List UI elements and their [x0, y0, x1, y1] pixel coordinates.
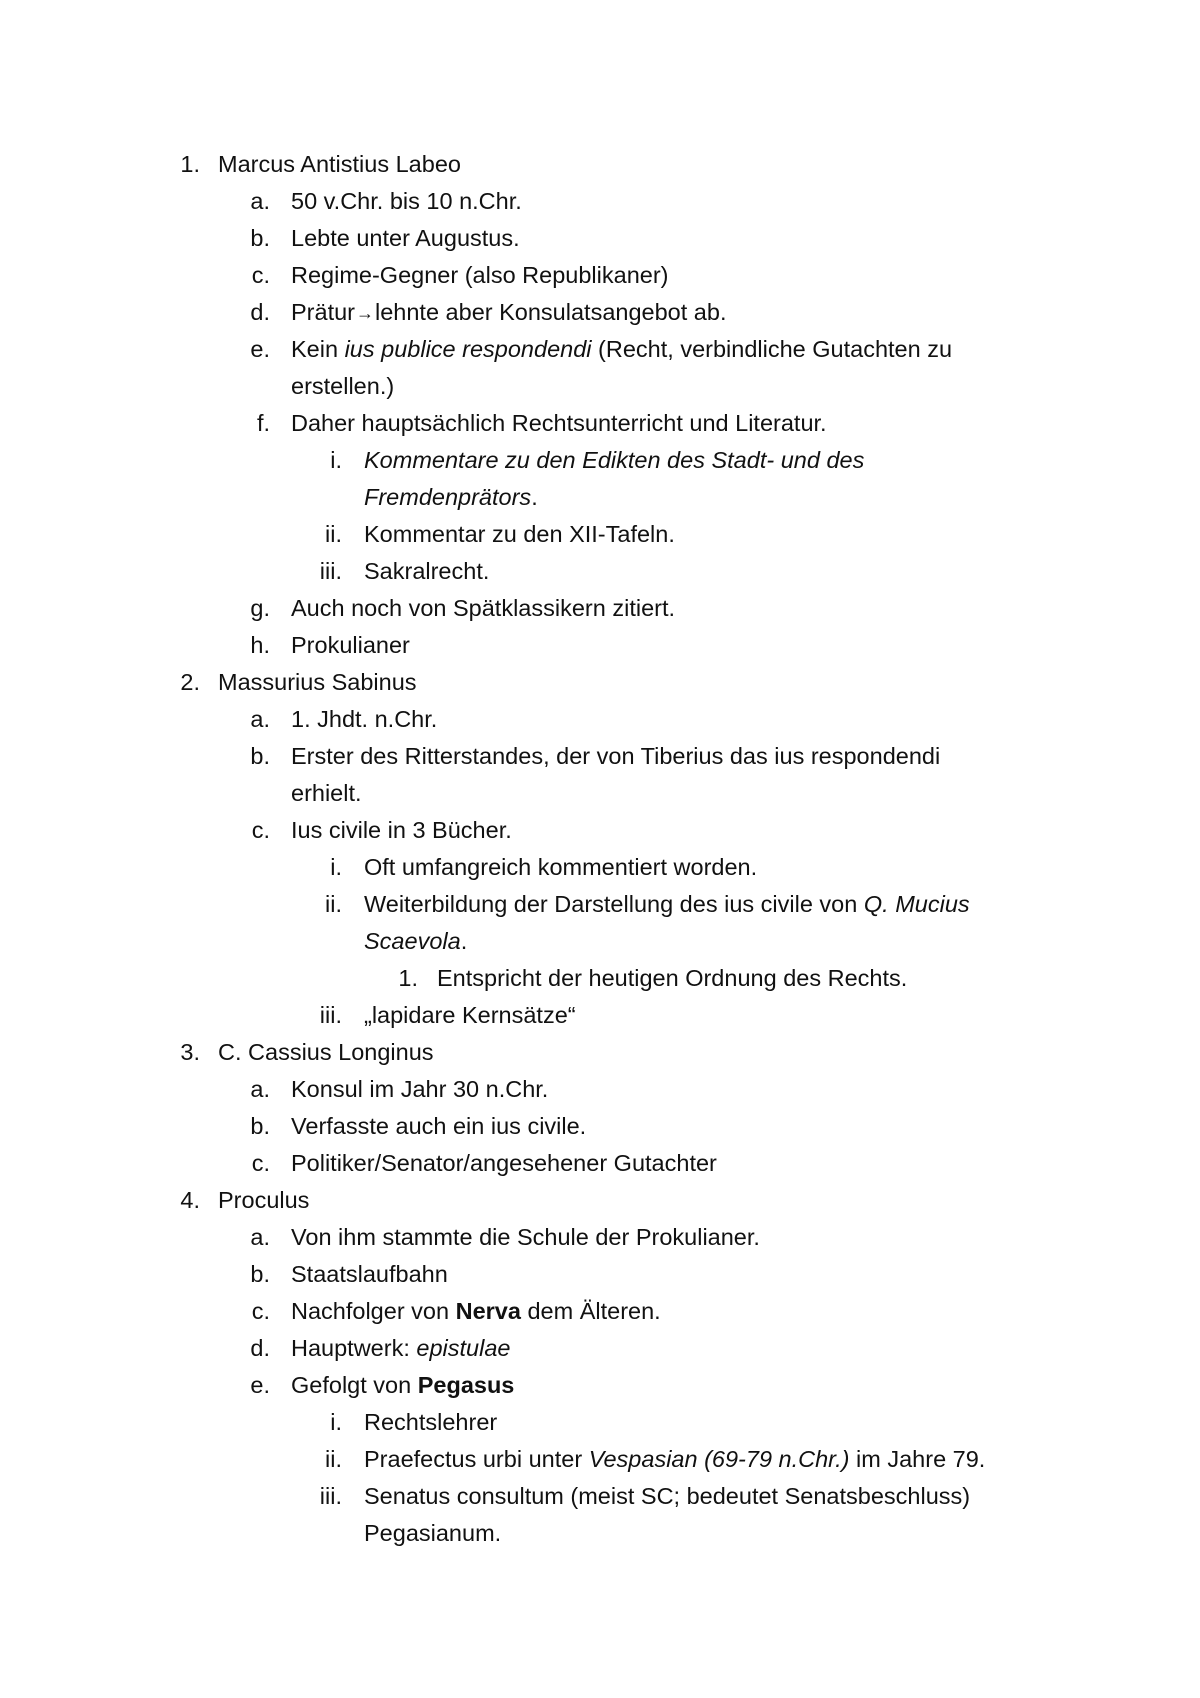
list-text: erstellen.)	[291, 373, 395, 399]
list-number: 1.	[398, 965, 418, 991]
text-run: im Jahre 79.	[849, 1446, 986, 1472]
italic-term: ius publice respondendi	[344, 336, 592, 362]
list-text: Ius civile in 3 Bücher.	[291, 817, 512, 843]
list-letter: a.	[250, 1076, 270, 1102]
list-text	[364, 1441, 985, 1478]
italic-term: epistulae	[416, 1335, 511, 1361]
list-text: Sakralrecht.	[364, 558, 490, 584]
list-text: Verfasste auch ein ius civile.	[291, 1113, 587, 1139]
list-text	[291, 1367, 514, 1404]
list-text	[291, 1293, 661, 1330]
list-text: Oft umfangreich kommentiert worden.	[364, 854, 758, 880]
text-run: Gefolgt von	[291, 1372, 418, 1398]
list-text: Prokulianer	[291, 632, 410, 658]
list-letter: c.	[251, 817, 270, 843]
list-text: Lebte unter Augustus.	[291, 225, 520, 251]
list-text	[364, 442, 864, 479]
list-text: Von ihm stammte die Schule der Prokulianer.	[291, 1224, 760, 1250]
list-text: Marcus Antistius Labeo	[218, 151, 461, 177]
list-text: C. Cassius Longinus	[218, 1039, 434, 1065]
list-letter: a.	[250, 1224, 270, 1250]
list-text	[364, 886, 970, 923]
list-text: Pegasianum.	[364, 1520, 502, 1546]
list-roman: iii.	[319, 558, 342, 584]
list-text	[364, 479, 538, 516]
list-roman: i.	[330, 854, 342, 880]
list-number: 3.	[180, 1039, 200, 1065]
list-letter: c.	[251, 1298, 270, 1324]
list-letter: b.	[250, 743, 270, 769]
list-text	[291, 331, 952, 368]
bold-name: Pegasus	[417, 1372, 515, 1398]
list-text: Massurius Sabinus	[218, 669, 417, 695]
list-text	[364, 923, 467, 960]
list-letter: d.	[250, 1335, 270, 1361]
list-text: Senatus consultum (meist SC; bedeutet Senatsbeschluss)	[364, 1483, 971, 1509]
list-roman: ii.	[325, 521, 342, 547]
list-letter: d.	[250, 299, 270, 325]
list-letter: a.	[250, 188, 270, 214]
text-run: Prätur	[291, 299, 355, 325]
list-letter: b.	[250, 1261, 270, 1287]
italic-term: Scaevola	[364, 928, 461, 954]
list-roman: i.	[330, 447, 342, 473]
list-roman: iii.	[319, 1002, 342, 1028]
italic-term: Kommentare zu den Edikten des Stadt- und des	[364, 447, 865, 473]
text-run: (Recht, verbindliche Gutachten zu	[591, 336, 953, 362]
list-text: Kommentar zu den XII-Tafeln.	[364, 521, 675, 547]
bold-name: Nerva	[455, 1298, 521, 1324]
list-letter: g.	[250, 595, 270, 621]
list-text: Rechtslehrer	[364, 1409, 498, 1435]
text-run: Kein	[291, 336, 345, 362]
list-roman: ii.	[325, 1446, 342, 1472]
list-text: erhielt.	[291, 780, 362, 806]
text-run: .	[531, 484, 538, 510]
list-text: Politiker/Senator/angesehener Gutachter	[291, 1150, 717, 1176]
text-run: Weiterbildung der Darstellung des ius civile von	[364, 891, 864, 917]
list-text: Proculus	[218, 1187, 310, 1213]
list-text: Daher hauptsächlich Rechtsunterricht und Literatur.	[291, 410, 827, 436]
list-text: 1. Jhdt. n.Chr.	[291, 706, 438, 732]
list-text	[291, 1330, 510, 1367]
list-letter: c.	[251, 1150, 270, 1176]
italic-term: Fremdenprätors	[364, 484, 532, 510]
arrow-right-icon: →	[356, 303, 374, 323]
text-run: Nachfolger von	[291, 1298, 456, 1324]
list-number: 1.	[180, 151, 200, 177]
list-roman: iii.	[319, 1483, 342, 1509]
list-text: „lapidare Kernsätze“	[364, 1002, 576, 1028]
list-letter: f.	[256, 410, 270, 436]
italic-term: Vespasian (69-79 n.Chr.)	[588, 1446, 850, 1472]
list-text: Staatslaufbahn	[291, 1261, 448, 1287]
text-run: dem Älteren.	[520, 1298, 661, 1324]
text-run: .	[460, 928, 468, 954]
list-roman: i.	[330, 1409, 342, 1435]
list-text: 50 v.Chr. bis 10 n.Chr.	[291, 188, 522, 214]
list-roman: ii.	[325, 891, 342, 917]
list-letter: h.	[250, 632, 270, 658]
list-text: Erster des Ritterstandes, der von Tiberius das ius respondendi	[291, 743, 941, 769]
list-letter: a.	[250, 706, 270, 732]
list-letter: e.	[250, 1372, 270, 1398]
list-number: 2.	[180, 669, 200, 695]
italic-term: Q. Mucius	[863, 891, 970, 917]
text-run: lehnte aber Konsulatsangebot ab.	[375, 299, 727, 325]
list-text: Konsul im Jahr 30 n.Chr.	[291, 1076, 549, 1102]
list-text	[291, 294, 726, 332]
list-letter: e.	[250, 336, 270, 362]
list-number: 4.	[180, 1187, 200, 1213]
list-text: Regime-Gegner (also Republikaner)	[291, 262, 669, 288]
list-letter: b.	[250, 1113, 270, 1139]
list-letter: c.	[251, 262, 270, 288]
list-text: Entspricht der heutigen Ordnung des Rechts.	[437, 965, 908, 991]
list-letter: b.	[250, 225, 270, 251]
list-text: Auch noch von Spätklassikern zitiert.	[291, 595, 676, 621]
text-run: Praefectus urbi unter	[364, 1446, 589, 1472]
text-run: Hauptwerk:	[291, 1335, 417, 1361]
